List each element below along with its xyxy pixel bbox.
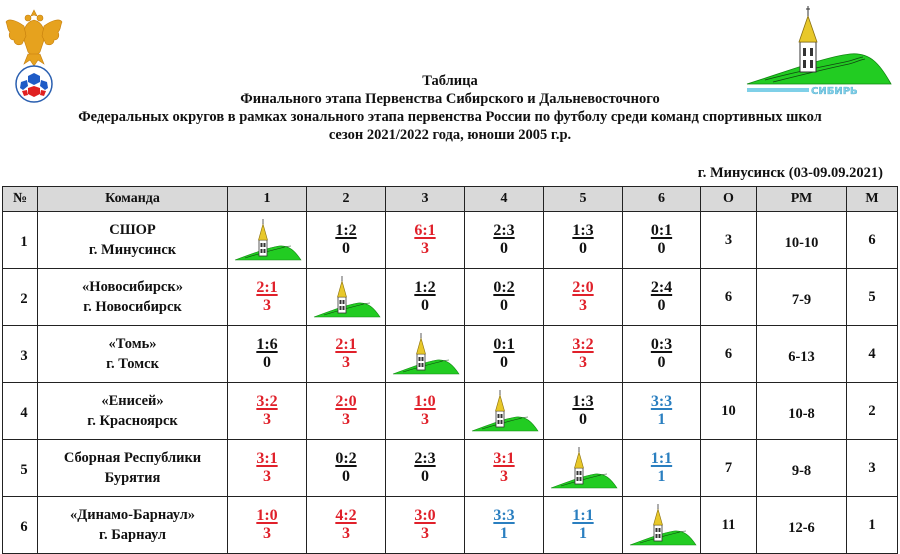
match-score: 1:6 xyxy=(256,336,278,353)
match-score: 3:0 xyxy=(414,507,436,524)
match-points: 0 xyxy=(499,297,508,314)
team-name-cell xyxy=(38,383,228,440)
sibir-self-match-icon xyxy=(468,389,540,433)
title-line-1: Таблица xyxy=(422,73,478,89)
match-result-win xyxy=(414,393,435,429)
match-points: 3 xyxy=(341,354,350,371)
match-result-draw xyxy=(651,450,672,486)
match-score: 2:1 xyxy=(256,279,278,296)
total-points: 11 xyxy=(701,497,757,554)
match-score: 3:3 xyxy=(493,507,515,524)
team-name-cell xyxy=(38,326,228,383)
match-result-cell xyxy=(228,497,307,554)
team-name: Сборная Республики xyxy=(63,450,202,466)
team-name: СШОР xyxy=(109,222,156,238)
match-score: 3:3 xyxy=(650,393,673,410)
match-score: 2:0 xyxy=(335,393,357,410)
row-number: 6 xyxy=(3,497,38,554)
match-result-cell xyxy=(228,440,307,497)
match-score: 2:1 xyxy=(335,336,357,353)
team-name-cell xyxy=(38,212,228,269)
team-name: «Енисей» xyxy=(101,393,164,409)
table-row xyxy=(3,269,898,326)
match-result-cell xyxy=(544,326,623,383)
team-city: г. Красноярск xyxy=(87,413,178,429)
match-points: 3 xyxy=(578,354,587,371)
match-result-loss xyxy=(572,222,593,258)
match-points: 3 xyxy=(262,411,271,428)
table-row xyxy=(3,212,898,269)
total-points: 3 xyxy=(701,212,757,269)
title-line-4: сезон 2021/2022 года, юноши 2005 г.р. xyxy=(328,127,572,143)
self-match-cell xyxy=(544,440,623,497)
match-result-cell xyxy=(228,383,307,440)
column-header-6: 5 xyxy=(544,187,623,212)
match-points: 3 xyxy=(499,468,508,485)
match-score: 2:4 xyxy=(650,279,673,296)
match-result-cell xyxy=(386,383,465,440)
match-result-loss xyxy=(335,222,356,258)
self-match-cell xyxy=(623,497,701,554)
match-points: 0 xyxy=(420,468,429,485)
column-header-4: 3 xyxy=(386,187,465,212)
column-header-7: 6 xyxy=(623,187,701,212)
match-points: 1 xyxy=(578,525,587,542)
match-result-cell xyxy=(465,326,544,383)
svg-text:СИБИРЬ: СИБИРЬ xyxy=(811,86,858,97)
match-points: 0 xyxy=(657,354,666,371)
team-city: г. Томск xyxy=(106,356,159,372)
match-points: 0 xyxy=(657,297,666,314)
match-score: 0:2 xyxy=(335,450,357,467)
team-city: г. Минусинск xyxy=(88,242,177,258)
match-result-win xyxy=(335,507,356,543)
match-result-cell xyxy=(307,212,386,269)
match-score: 2:3 xyxy=(493,222,515,239)
match-points: 3 xyxy=(341,525,350,542)
table-body xyxy=(3,212,898,554)
match-result-loss xyxy=(651,336,672,372)
match-score: 1:0 xyxy=(414,393,436,410)
match-result-win xyxy=(572,336,593,372)
team-name: «Динамо-Барнаул» xyxy=(70,507,195,523)
match-result-win xyxy=(335,336,356,372)
final-place: 4 xyxy=(847,326,898,383)
match-result-cell xyxy=(386,497,465,554)
match-score: 1:1 xyxy=(572,507,594,524)
match-result-loss xyxy=(414,450,435,486)
match-result-cell xyxy=(544,383,623,440)
team-city: Бурятия xyxy=(104,470,161,486)
match-result-cell xyxy=(386,440,465,497)
self-match-cell xyxy=(386,326,465,383)
column-header-10: М xyxy=(847,187,898,212)
match-result-cell xyxy=(386,269,465,326)
sibir-self-match-icon xyxy=(389,332,461,376)
match-result-cell xyxy=(623,326,701,383)
title-line-3: Федеральных округов в рамках зонального этапа первенства России по футболу среди команд спортивных школ xyxy=(78,109,822,125)
match-score: 6:1 xyxy=(414,222,436,239)
match-score: 3:2 xyxy=(572,336,594,353)
match-result-loss xyxy=(493,222,514,258)
match-result-draw xyxy=(651,393,672,429)
self-match-cell xyxy=(228,212,307,269)
match-result-cell xyxy=(386,212,465,269)
self-match-cell xyxy=(465,383,544,440)
match-points: 3 xyxy=(420,240,429,257)
match-score: 0:1 xyxy=(493,336,515,353)
team-name: «Томь» xyxy=(108,336,157,352)
match-result-loss xyxy=(414,279,435,315)
team-city: г. Новосибирск xyxy=(83,299,182,315)
goals-scored-conceded: 10-8 xyxy=(757,383,847,440)
row-number: 1 xyxy=(3,212,38,269)
match-score: 1:1 xyxy=(650,450,673,467)
match-result-win xyxy=(414,507,435,543)
total-points: 7 xyxy=(701,440,757,497)
match-points: 0 xyxy=(499,240,508,257)
final-place: 1 xyxy=(847,497,898,554)
match-result-cell xyxy=(307,383,386,440)
final-place: 3 xyxy=(847,440,898,497)
match-points: 3 xyxy=(420,525,429,542)
column-header-5: 4 xyxy=(465,187,544,212)
match-result-win xyxy=(256,279,277,315)
match-score: 1:0 xyxy=(256,507,278,524)
match-result-cell xyxy=(307,326,386,383)
match-result-win xyxy=(256,507,277,543)
match-points: 3 xyxy=(420,411,429,428)
match-points: 0 xyxy=(499,354,508,371)
match-result-cell xyxy=(623,440,701,497)
match-result-cell xyxy=(228,326,307,383)
match-result-cell xyxy=(307,440,386,497)
page-title xyxy=(0,72,900,144)
match-result-win xyxy=(414,222,435,258)
final-place: 2 xyxy=(847,383,898,440)
match-score: 0:2 xyxy=(493,279,515,296)
title-line-2: Финального этапа Первенства Сибирского и Дальневосточного xyxy=(240,91,660,107)
venue-date: г. Минусинск (03-09.09.2021) xyxy=(697,165,883,181)
match-result-win xyxy=(493,450,514,486)
match-points: 0 xyxy=(262,354,271,371)
match-score: 1:2 xyxy=(414,279,436,296)
sibir-self-match-icon xyxy=(310,275,382,319)
goals-scored-conceded: 10-10 xyxy=(757,212,847,269)
table-row xyxy=(3,326,898,383)
match-result-win xyxy=(256,450,277,486)
final-place: 5 xyxy=(847,269,898,326)
column-header-3: 2 xyxy=(307,187,386,212)
match-points: 3 xyxy=(262,468,271,485)
total-points: 10 xyxy=(701,383,757,440)
match-result-loss xyxy=(572,393,593,429)
match-points: 0 xyxy=(420,297,429,314)
match-score: 4:2 xyxy=(335,507,357,524)
team-name-cell xyxy=(38,497,228,554)
match-result-cell xyxy=(544,269,623,326)
match-points: 0 xyxy=(657,240,666,257)
self-match-cell xyxy=(307,269,386,326)
match-score: 3:2 xyxy=(256,393,278,410)
team-name-cell xyxy=(38,440,228,497)
match-points: 1 xyxy=(657,468,666,485)
match-score: 0:3 xyxy=(650,336,673,353)
match-result-cell xyxy=(623,269,701,326)
match-score: 2:0 xyxy=(572,279,594,296)
team-name-cell xyxy=(38,269,228,326)
column-header-8: О xyxy=(701,187,757,212)
match-result-loss xyxy=(651,222,672,258)
match-score: 1:2 xyxy=(335,222,357,239)
match-points: 0 xyxy=(578,411,587,428)
match-score: 0:1 xyxy=(650,222,673,239)
match-result-cell xyxy=(307,497,386,554)
match-points: 3 xyxy=(341,411,350,428)
column-header-9: РМ xyxy=(757,187,847,212)
row-number: 2 xyxy=(3,269,38,326)
match-score: 3:1 xyxy=(256,450,278,467)
match-points: 3 xyxy=(262,297,271,314)
match-result-loss xyxy=(335,450,356,486)
match-result-win xyxy=(256,393,277,429)
match-result-win xyxy=(335,393,356,429)
standings-table xyxy=(2,186,898,554)
match-result-cell xyxy=(465,212,544,269)
sibir-self-match-icon xyxy=(626,503,698,547)
match-score: 2:3 xyxy=(414,450,436,467)
match-points: 0 xyxy=(578,240,587,257)
match-result-cell xyxy=(465,269,544,326)
table-row xyxy=(3,497,898,554)
match-result-cell xyxy=(623,212,701,269)
match-score: 3:1 xyxy=(493,450,515,467)
match-result-loss xyxy=(493,336,514,372)
match-points: 0 xyxy=(341,240,350,257)
match-result-cell xyxy=(228,269,307,326)
match-result-loss xyxy=(651,279,672,315)
table-row xyxy=(3,383,898,440)
column-header-1: Команда xyxy=(38,187,228,212)
sibir-self-match-icon xyxy=(547,446,619,490)
row-number: 4 xyxy=(3,383,38,440)
row-number: 5 xyxy=(3,440,38,497)
sibir-self-match-icon xyxy=(231,218,303,262)
total-points: 6 xyxy=(701,269,757,326)
team-name: «Новосибирск» xyxy=(82,279,183,295)
final-place: 6 xyxy=(847,212,898,269)
match-points: 0 xyxy=(341,468,350,485)
match-result-draw xyxy=(493,507,514,543)
match-points: 3 xyxy=(262,525,271,542)
match-result-cell xyxy=(544,212,623,269)
match-points: 3 xyxy=(578,297,587,314)
table-row xyxy=(3,440,898,497)
row-number: 3 xyxy=(3,326,38,383)
goals-scored-conceded: 9-8 xyxy=(757,440,847,497)
goals-scored-conceded: 6-13 xyxy=(757,326,847,383)
goals-scored-conceded: 7-9 xyxy=(757,269,847,326)
column-header-2: 1 xyxy=(228,187,307,212)
match-result-loss xyxy=(493,279,514,315)
match-result-draw xyxy=(572,507,593,543)
total-points: 6 xyxy=(701,326,757,383)
team-city: г. Барнаул xyxy=(99,527,166,543)
match-result-cell xyxy=(465,440,544,497)
match-result-cell xyxy=(544,497,623,554)
match-points: 1 xyxy=(499,525,508,542)
goals-scored-conceded: 12-6 xyxy=(757,497,847,554)
match-result-loss xyxy=(256,336,277,372)
match-score: 1:3 xyxy=(572,393,594,410)
match-score: 1:3 xyxy=(572,222,594,239)
match-result-cell xyxy=(465,497,544,554)
column-header-0: № xyxy=(3,187,38,212)
match-points: 1 xyxy=(657,411,666,428)
table-header-row xyxy=(3,187,898,212)
match-result-win xyxy=(572,279,593,315)
match-result-cell xyxy=(623,383,701,440)
